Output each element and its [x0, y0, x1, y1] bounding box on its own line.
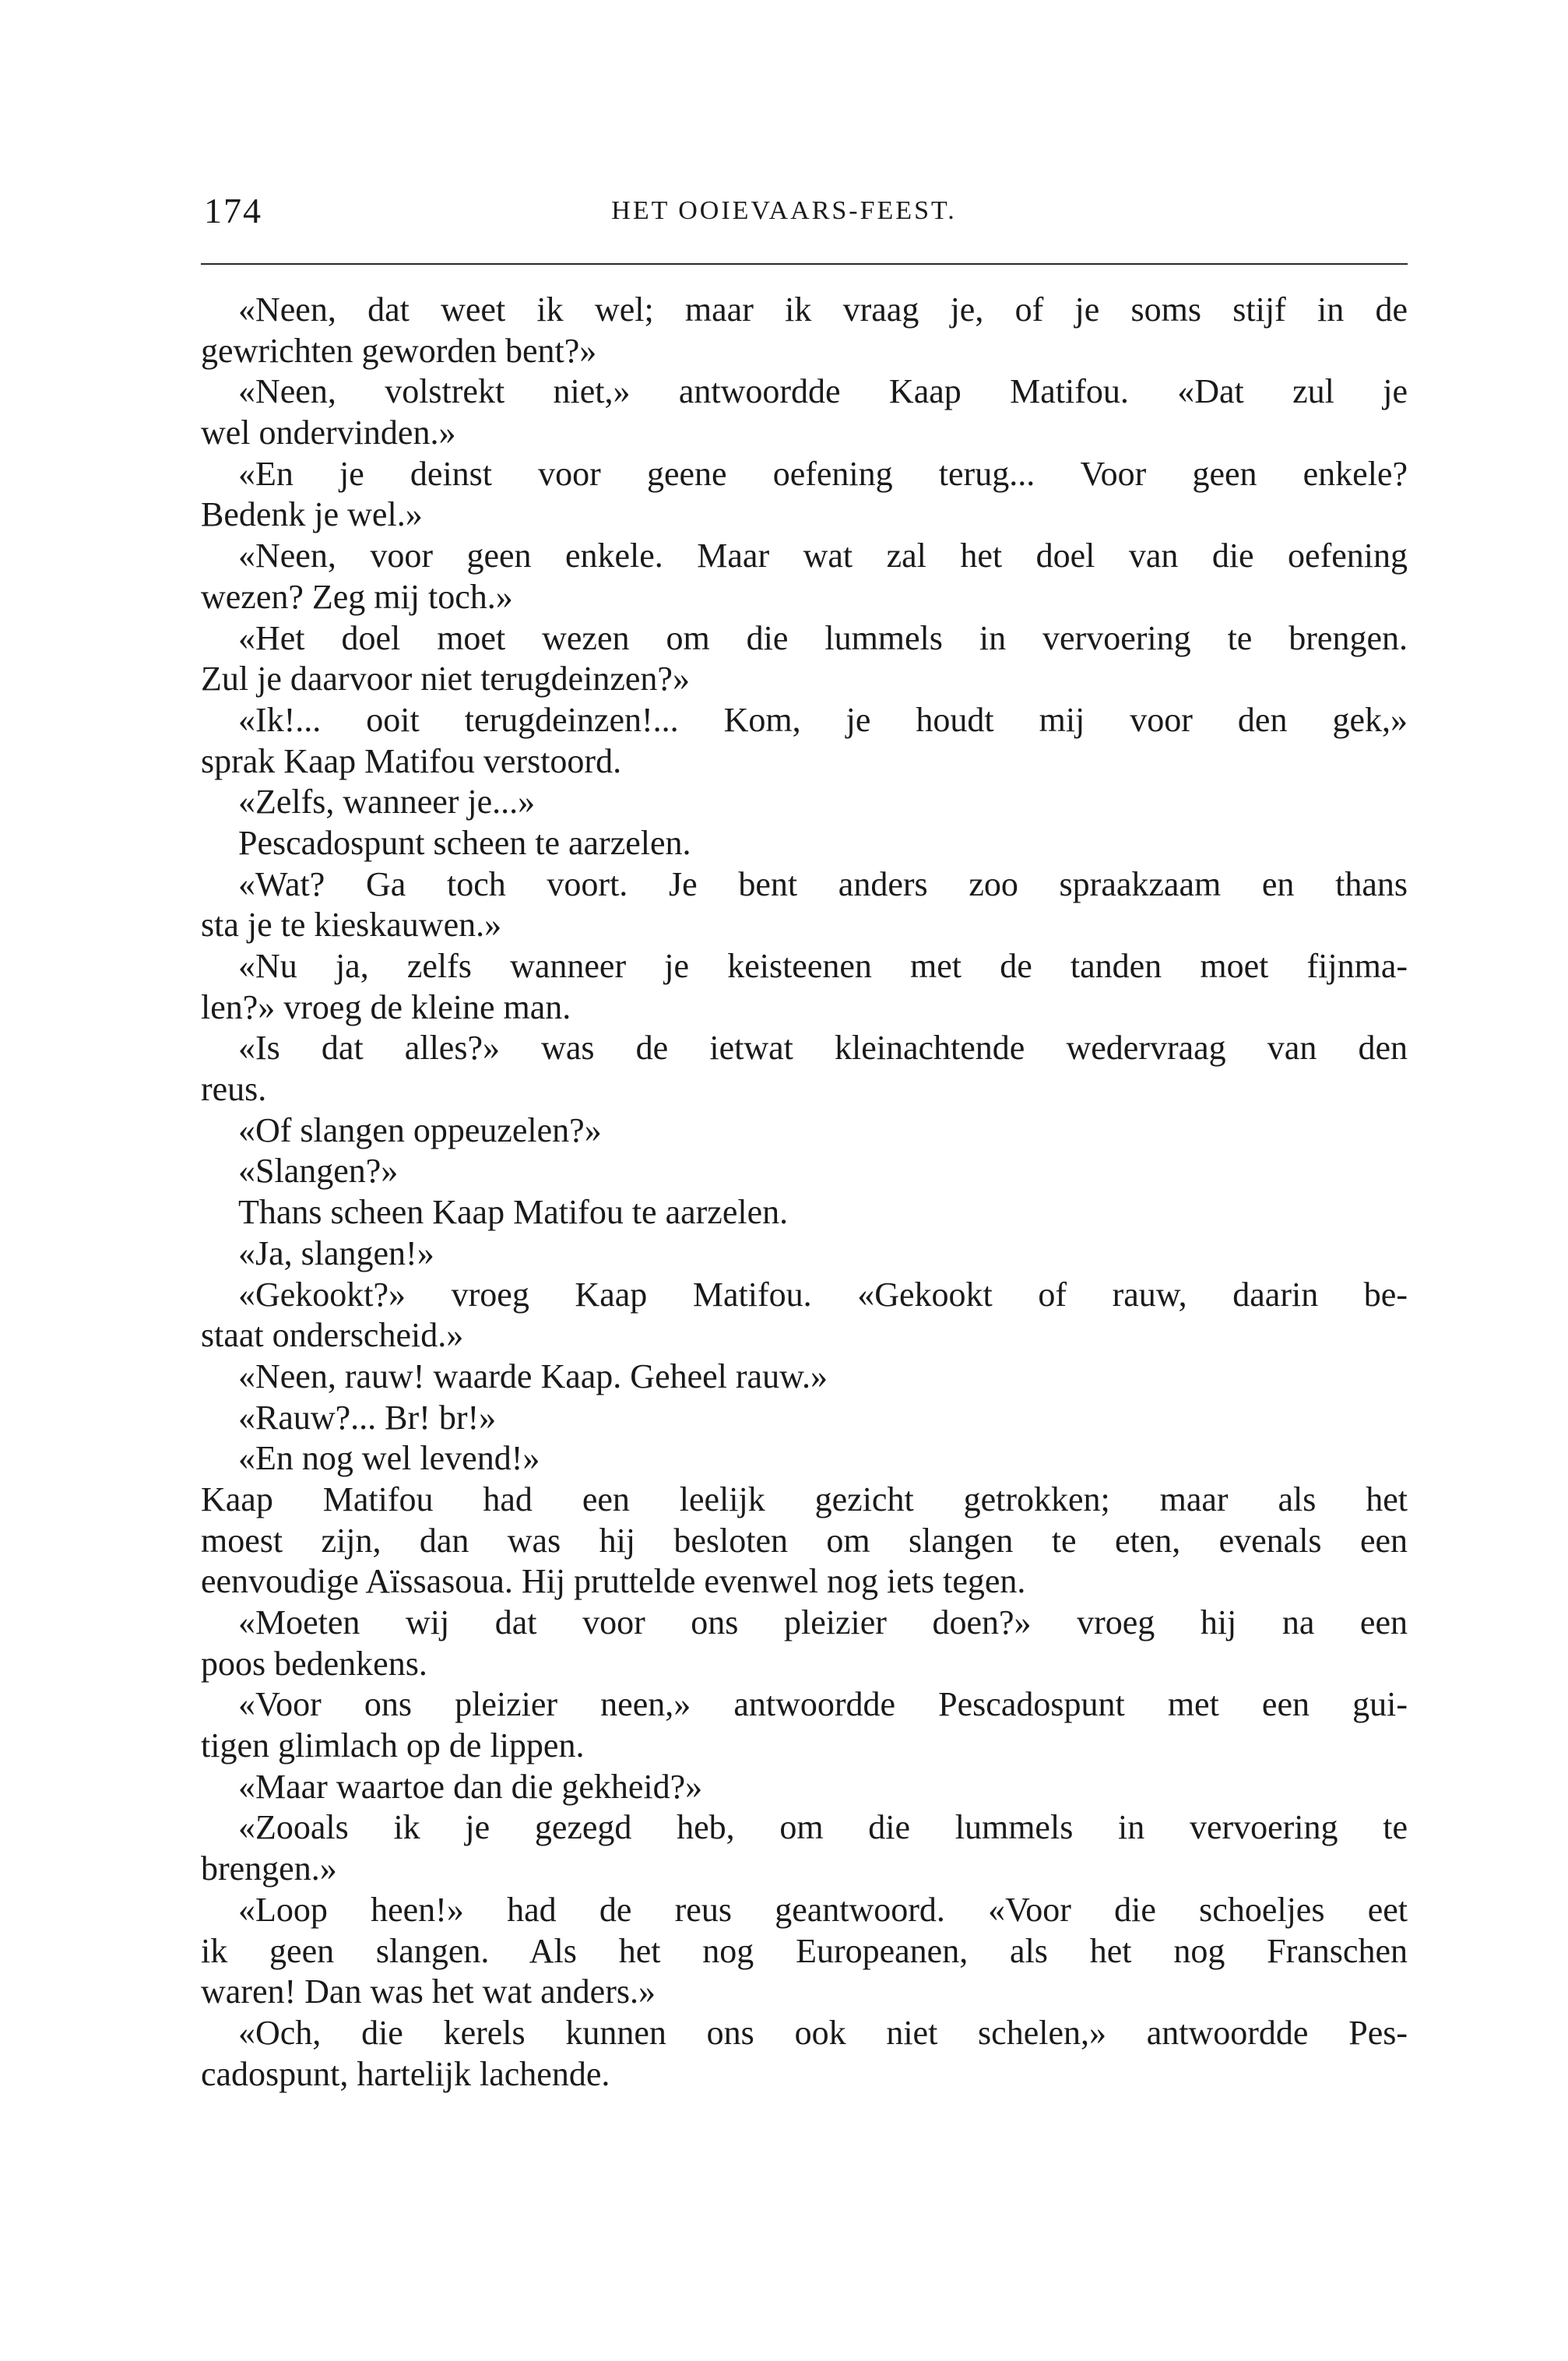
text-line: wezen? Zeg mij toch.»	[201, 577, 513, 616]
text-line: «Wat? Ga toch voort. Je bent anders zoo spraakzaam en thans	[238, 864, 1408, 903]
text-line: «Ik!... ooit terugdeinzen!... Kom, je houdt mij voor den gek,»	[238, 700, 1408, 739]
text-line: poos bedenkens.	[201, 1644, 427, 1683]
text-line: «En nog wel levend!»	[238, 1439, 540, 1478]
page-number: 174	[204, 191, 262, 230]
text-line: eenvoudige Aïssasoua. Hij pruttelde evenwel nog iets tegen.	[201, 1562, 1026, 1601]
text-line: «Moeten wij dat voor ons pleizier doen?» vroeg hij na een	[238, 1603, 1408, 1641]
text-line: Thans scheen Kaap Matifou te aarzelen.	[238, 1193, 789, 1232]
text-line: «Rauw?... Br! br!»	[238, 1398, 497, 1437]
text-line: «Neen, rauw! waarde Kaap. Geheel rauw.»	[238, 1356, 828, 1395]
text-line: reus.	[201, 1070, 267, 1109]
text-line: «Het doel moet wezen om die lummels in vervoering te brengen.	[238, 618, 1408, 657]
text-line: len?» vroeg de kleine man.	[201, 987, 571, 1026]
text-line: «Gekookt?» vroeg Kaap Matifou. «Gekookt of rauw, daarin be-	[238, 1275, 1408, 1314]
text-line: «En je deinst voor geene oefening terug... Voor geen enkele?	[238, 454, 1408, 493]
text-line: «Voor ons pleizier neen,» antwoordde Pescadospunt met een gui-	[238, 1685, 1408, 1724]
text-line: Pescadospunt scheen te aarzelen.	[238, 823, 691, 862]
header-rule	[201, 263, 1408, 265]
text-line: «Neen, dat weet ik wel; maar ik vraag je, of je soms stijf in de	[238, 290, 1408, 329]
text-line: «Zooals ik je gezegd heb, om die lummels in vervoering te	[238, 1808, 1408, 1847]
text-line: «Loop heen!» had de reus geantwoord. «Voor die schoeljes eet	[238, 1890, 1408, 1929]
text-line: «Neen, voor geen enkele. Maar wat zal het doel van die oefening	[238, 537, 1408, 575]
text-line: «Nu ja, zelfs wanneer je keisteenen met de tanden moet fijnma-	[238, 947, 1408, 985]
text-line: tigen glimlach op de lippen.	[201, 1726, 585, 1765]
text-line: «Of slangen oppeuzelen?»	[238, 1110, 602, 1149]
text-line: waren! Dan was het wat anders.»	[201, 1972, 656, 2011]
text-line: Zul je daarvoor niet terugdeinzen?»	[201, 660, 690, 698]
text-line: gewrichten geworden bent?»	[201, 331, 597, 370]
text-line: ik geen slangen. Als het nog Europeanen, als het nog Franschen	[201, 1931, 1408, 1970]
text-line: «Och, die kerels kunnen ons ook niet schelen,» antwoordde Pes-	[238, 2013, 1408, 2052]
text-line: «Zelfs, wanneer je...»	[238, 783, 536, 822]
text-line: brengen.»	[201, 1849, 337, 1888]
running-head: HET OOIEVAARS-FEEST.	[611, 196, 957, 225]
text-line: Kaap Matifou had een leelijk gezicht getrokken; maar als het	[201, 1480, 1408, 1518]
text-line: staat onderscheid.»	[201, 1316, 464, 1355]
text-line: «Ja, slangen!»	[238, 1233, 434, 1272]
text-line: «Is dat alles?» was de ietwat kleinachtende wedervraag van den	[238, 1029, 1408, 1068]
text-line: moest zijn, dan was hij besloten om slangen te eten, evenals een	[201, 1521, 1408, 1560]
text-line: «Neen, volstrekt niet,» antwoordde Kaap Matifou. «Dat zul je	[238, 372, 1408, 411]
text-line: «Maar waartoe dan die gekheid?»	[238, 1767, 703, 1806]
body-text	[201, 290, 1408, 2095]
text-line: sta je te kieskauwen.»	[201, 906, 502, 945]
text-line: «Slangen?»	[238, 1152, 399, 1191]
text-line: sprak Kaap Matifou verstoord.	[201, 741, 622, 780]
text-line: wel ondervinden.»	[201, 413, 456, 452]
text-line: Bedenk je wel.»	[201, 495, 423, 534]
text-line: cadospunt, hartelijk lachende.	[201, 2054, 610, 2093]
